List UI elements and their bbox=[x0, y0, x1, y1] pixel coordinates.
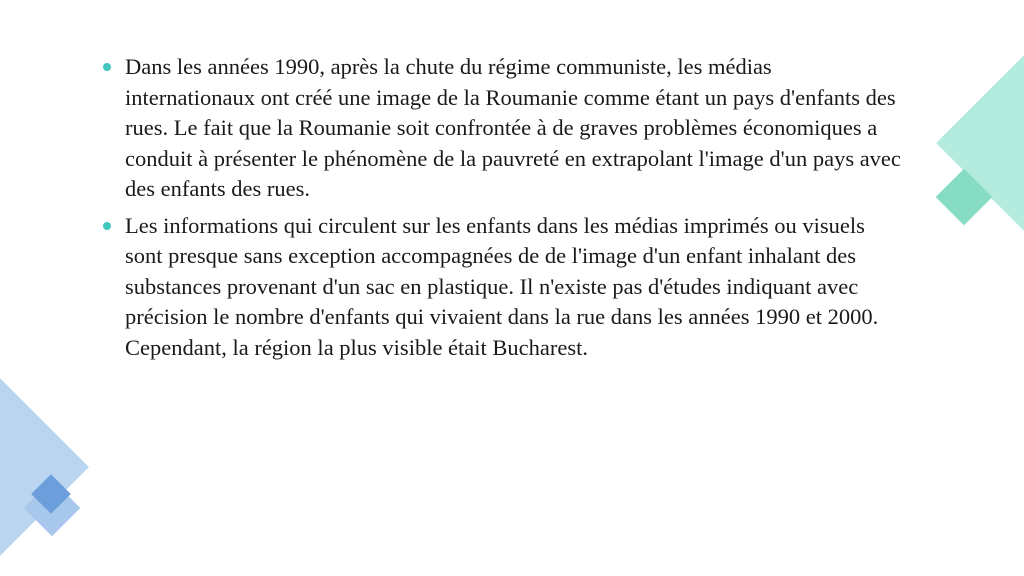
bullet-dot-icon bbox=[103, 222, 111, 230]
bullet-text-2: Les informations qui circulent sur les enfants dans les médias imprimés ou visuels sont presque sans exception accompagnées de de l'image d'un enfant inhalant des substances provenant d'un sac en plastique. Il n'existe pas d'études indiquant avec précision le nombre d'enfants qui vivaient dans la rue dans les années 1990 et 2000. Cependant, la région la plus visible était Bucharest. bbox=[125, 212, 879, 360]
bullet-item-1 bbox=[103, 52, 903, 205]
bullet-list bbox=[103, 52, 903, 363]
decorative-diamond-blue-large bbox=[0, 375, 89, 559]
bullet-text-1: Dans les années 1990, après la chute du régime communiste, les médias internationaux ont créé une image de la Roumanie comme étant un pays d'enfants des rues. Le fait que la Roumanie soit confrontée à de graves problèmes économiques a conduit à présenter le phénomène de la pauvreté en extrapolant l'image d'un pays avec des enfants des rues. bbox=[125, 54, 901, 201]
bullet-dot-icon bbox=[103, 63, 111, 71]
bullet-item-2 bbox=[103, 211, 903, 364]
slide-body bbox=[103, 52, 903, 369]
